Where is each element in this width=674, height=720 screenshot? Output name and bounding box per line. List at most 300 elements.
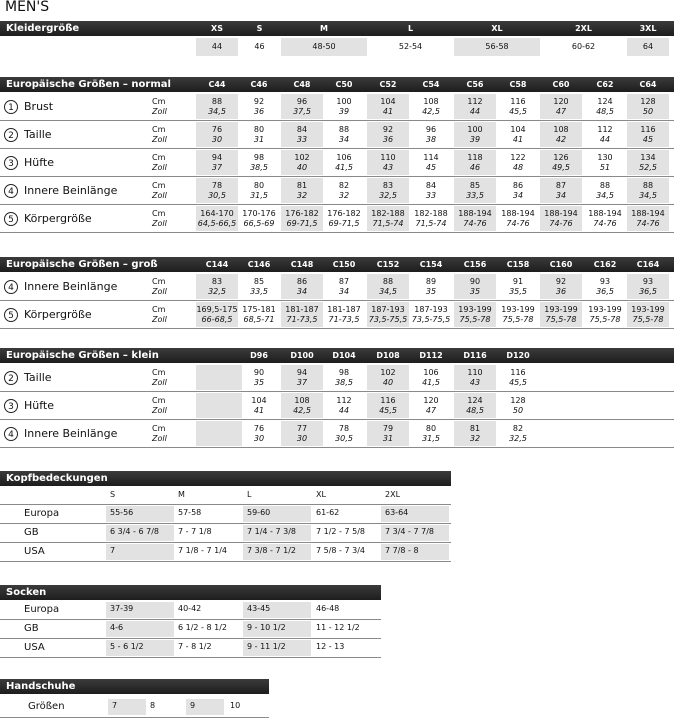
hand-header-label: Handschuhe	[6, 681, 76, 692]
klein-value-zoll: 45,5	[379, 406, 397, 415]
gross-value-zoll: 75,5-78	[502, 315, 534, 324]
kopf-value: 7 1/8 - 7 1/4	[178, 546, 227, 555]
gross-value-cm: 85	[253, 277, 265, 286]
klein-col-6: D120	[506, 351, 530, 360]
unit-zoll: Zoll	[152, 287, 167, 296]
normal-value-zoll: 34,5	[596, 191, 614, 200]
normal-value-cell	[497, 150, 539, 175]
socken-row-label: GB	[24, 623, 39, 634]
kleider-value-3: 52-54	[398, 42, 423, 51]
unit-zoll: Zoll	[152, 135, 167, 144]
socken-value: 5 - 6 1/2	[106, 640, 174, 656]
kleider-header	[0, 21, 674, 36]
gross-value-cm: 181-187	[285, 305, 319, 314]
normal-value-cm: 188-194	[588, 209, 622, 218]
kopf-value: 7 1/4 - 7 3/8	[243, 525, 311, 541]
klein-value-zoll: 38,5	[335, 378, 353, 387]
klein-value-cell	[497, 365, 539, 390]
klein-value-cm: 112	[336, 396, 352, 405]
normal-value-cell	[281, 94, 323, 119]
klein-value-cell	[454, 393, 496, 418]
normal-value-cm: 188-194	[544, 209, 578, 218]
gross-row-label	[4, 273, 117, 300]
gross-value-cm: 193-199	[501, 305, 535, 314]
kopf-col-4: 2XL	[385, 490, 401, 499]
klein-value-cm: 116	[380, 396, 396, 405]
normal-row-name: Taille	[24, 128, 52, 141]
kopf-header-label: Kopfbedeckungen	[6, 473, 108, 484]
row-number-icon: 1	[4, 100, 18, 114]
kleider-value-5: 60-62	[571, 42, 596, 51]
klein-value-cm: 98	[338, 368, 350, 377]
gross-value-zoll: 34,5	[379, 287, 397, 296]
kopf-header	[0, 471, 451, 486]
gross-value-cell	[367, 274, 409, 299]
normal-value-cm: 94	[211, 153, 223, 162]
normal-value-cell	[238, 122, 280, 147]
normal-value-cm: 92	[253, 97, 265, 106]
normal-header	[0, 77, 674, 92]
normal-row-label	[4, 93, 53, 120]
unit-zoll: Zoll	[152, 315, 167, 324]
gross-row	[0, 301, 674, 329]
empty-cell	[196, 365, 242, 390]
normal-value-cm: 98	[253, 153, 265, 162]
klein-header-label: Europäische Größen – klein	[6, 350, 159, 361]
socken-value: 9 - 11 1/2	[243, 640, 311, 656]
klein-row-label	[4, 392, 54, 419]
units-label	[152, 277, 167, 297]
klein-value-cell	[367, 393, 409, 418]
klein-row-name: Hüfte	[24, 399, 55, 412]
row-number-icon: 3	[4, 399, 18, 413]
row-number-icon: 2	[4, 128, 18, 142]
normal-value-zoll: 52,5	[639, 163, 657, 172]
kleider-value-1: 46	[254, 42, 265, 51]
gross-value-cm: 187-193	[371, 305, 405, 314]
normal-value-zoll: 51	[599, 163, 611, 172]
normal-value-zoll: 33	[425, 191, 437, 200]
klein-value-cell	[323, 365, 365, 390]
normal-value-cell	[454, 150, 496, 175]
normal-value-zoll: 32	[296, 191, 308, 200]
normal-value-cm: 104	[510, 125, 526, 134]
unit-cm: Cm	[152, 125, 166, 134]
page-title: MEN'S	[5, 0, 50, 15]
gross-value-cell	[454, 302, 496, 327]
unit-cm: Cm	[152, 424, 166, 433]
gross-header-label: Europäische Größen – groß	[6, 259, 158, 270]
gross-col-7: C158	[506, 260, 530, 269]
normal-value-cell	[454, 122, 496, 147]
normal-value-cell	[367, 178, 409, 203]
klein-value-cm: 94	[296, 368, 308, 377]
normal-value-cm: 100	[336, 97, 352, 106]
normal-value-cell	[323, 206, 365, 231]
gross-value-cm: 175-181	[242, 305, 276, 314]
klein-col-4: D112	[419, 351, 443, 360]
klein-row-label	[4, 364, 52, 391]
klein-value-zoll: 42,5	[293, 406, 311, 415]
normal-value-cell	[454, 94, 496, 119]
normal-value-zoll: 41,5	[335, 163, 353, 172]
gross-value-zoll: 73,5-75,5	[411, 315, 451, 324]
kopf-value: 7 5/8 - 7 3/4	[316, 546, 365, 555]
normal-value-zoll: 74-76	[636, 219, 660, 228]
gross-value-zoll: 32,5	[208, 287, 226, 296]
klein-value-zoll: 30,5	[335, 434, 353, 443]
unit-zoll: Zoll	[152, 107, 167, 116]
normal-value-cm: 88	[599, 181, 611, 190]
gross-header	[0, 257, 674, 272]
klein-value-cm: 78	[338, 424, 350, 433]
klein-row-name: Innere Beinlänge	[24, 427, 118, 440]
klein-value-zoll: 37	[296, 378, 308, 387]
normal-value-cell	[540, 94, 582, 119]
normal-value-zoll: 31	[253, 135, 265, 144]
gross-value-zoll: 36	[555, 287, 567, 296]
normal-value-zoll: 66,5-69	[243, 219, 275, 228]
normal-value-cell	[367, 122, 409, 147]
normal-value-cell	[584, 94, 626, 119]
normal-value-zoll: 49,5	[552, 163, 570, 172]
gross-col-5: C154	[419, 260, 443, 269]
kopf-row-label: GB	[24, 527, 39, 538]
normal-col-5: C54	[422, 80, 440, 89]
gross-value-cm: 83	[211, 277, 223, 286]
normal-value-cm: 112	[597, 125, 613, 134]
unit-cm: Cm	[152, 305, 166, 314]
kopf-row-label: Europa	[24, 508, 60, 519]
normal-value-cm: 80	[253, 181, 265, 190]
normal-value-zoll: 48	[512, 163, 524, 172]
normal-value-zoll: 37,5	[293, 107, 311, 116]
socken-header	[0, 585, 381, 600]
klein-value-zoll: 47	[425, 406, 437, 415]
normal-value-zoll: 44	[599, 135, 611, 144]
gross-value-cm: 193-199	[588, 305, 622, 314]
gross-value-cell	[497, 302, 539, 327]
gross-value-zoll: 36,5	[596, 287, 614, 296]
normal-value-cm: 83	[382, 181, 394, 190]
kopf-value: 61-62	[316, 508, 340, 517]
kopf-row	[0, 505, 451, 524]
normal-value-zoll: 44	[469, 107, 481, 116]
normal-value-cell	[627, 122, 669, 147]
unit-cm: Cm	[152, 396, 166, 405]
kopf-col-1: M	[178, 490, 185, 499]
kleider-size-4: XL	[491, 24, 503, 33]
klein-value-cm: 80	[425, 424, 437, 433]
row-number-icon: 4	[4, 280, 18, 294]
kleider-value-6: 64	[627, 38, 669, 56]
kopf-value: 7 7/8 - 8	[381, 544, 449, 560]
normal-value-cell	[627, 150, 669, 175]
unit-cm: Cm	[152, 181, 166, 190]
normal-col-7: C58	[509, 80, 527, 89]
normal-value-cm: 122	[510, 153, 526, 162]
normal-value-cell	[497, 206, 539, 231]
klein-value-cell	[281, 421, 323, 446]
socken-row	[0, 620, 381, 639]
normal-col-0: C44	[208, 80, 226, 89]
normal-value-zoll: 39	[469, 135, 481, 144]
normal-value-cm: 92	[382, 125, 394, 134]
hand-value: 10	[230, 701, 241, 710]
normal-value-cell	[238, 150, 280, 175]
klein-value-zoll: 41	[253, 406, 265, 415]
gross-value-cm: 90	[469, 277, 481, 286]
klein-value-cell	[497, 393, 539, 418]
gross-value-zoll: 66-68,5	[201, 315, 233, 324]
gross-value-zoll: 75,5-78	[459, 315, 491, 324]
normal-value-cm: 87	[555, 181, 567, 190]
normal-value-zoll: 38,5	[250, 163, 268, 172]
kopf-value: 59-60	[243, 506, 311, 522]
normal-value-zoll: 42	[555, 135, 567, 144]
normal-value-zoll: 74-76	[549, 219, 573, 228]
normal-value-cell	[323, 150, 365, 175]
normal-value-zoll: 74-76	[506, 219, 530, 228]
normal-value-cm: 120	[553, 97, 569, 106]
normal-row-name: Hüfte	[24, 156, 55, 169]
socken-row	[0, 601, 381, 620]
normal-value-cm: 128	[640, 97, 656, 106]
klein-value-cm: 124	[467, 396, 483, 405]
klein-value-cell	[410, 393, 452, 418]
kopf-row-label: USA	[24, 546, 45, 557]
socken-row-label: USA	[24, 642, 45, 653]
normal-value-zoll: 69-71,5	[328, 219, 360, 228]
normal-value-cell	[627, 94, 669, 119]
kopf-col-0: S	[110, 490, 116, 499]
kopf-value: 7	[106, 544, 174, 560]
normal-value-zoll: 41	[512, 135, 524, 144]
normal-value-cell	[410, 94, 452, 119]
normal-value-cm: 78	[211, 181, 223, 190]
normal-value-cell	[584, 178, 626, 203]
normal-row	[0, 149, 674, 177]
normal-value-zoll: 46	[469, 163, 481, 172]
gross-col-8: C160	[549, 260, 573, 269]
normal-value-zoll: 48,5	[596, 107, 614, 116]
normal-value-zoll: 69-71,5	[286, 219, 318, 228]
normal-value-cm: 86	[512, 181, 524, 190]
normal-value-cell	[410, 122, 452, 147]
normal-value-cm: 85	[469, 181, 481, 190]
gross-col-6: C156	[463, 260, 487, 269]
normal-value-zoll: 50	[642, 107, 654, 116]
gross-value-cm: 193-199	[544, 305, 578, 314]
normal-value-cm: 112	[467, 97, 483, 106]
normal-value-cm: 108	[423, 97, 439, 106]
normal-value-zoll: 38	[425, 135, 437, 144]
normal-value-zoll: 32,5	[379, 191, 397, 200]
normal-value-cm: 84	[425, 181, 437, 190]
klein-value-zoll: 30	[253, 434, 265, 443]
normal-value-cell	[410, 206, 452, 231]
kopf-value: 7 3/4 - 7 7/8	[381, 525, 449, 541]
normal-row-label	[4, 177, 117, 204]
normal-value-zoll: 74-76	[593, 219, 617, 228]
klein-value-zoll: 43	[469, 378, 481, 387]
normal-value-cell	[281, 150, 323, 175]
kleider-size-5: 2XL	[575, 24, 592, 33]
klein-value-zoll: 50	[512, 406, 524, 415]
gross-value-zoll: 35	[469, 287, 481, 296]
klein-row-label	[4, 420, 117, 447]
normal-value-cm: 130	[597, 153, 613, 162]
normal-col-4: C52	[379, 80, 397, 89]
gross-row	[0, 273, 674, 301]
unit-cm: Cm	[152, 209, 166, 218]
kleider-value-0: 44	[196, 38, 238, 56]
gross-value-zoll: 75,5-78	[589, 315, 621, 324]
kleider-header-label: Kleidergröße	[6, 23, 80, 34]
gross-value-zoll: 36,5	[639, 287, 657, 296]
gross-value-cell	[540, 274, 582, 299]
gross-value-cell	[281, 274, 323, 299]
socken-row	[0, 639, 381, 658]
kopf-value: 55-56	[106, 506, 174, 522]
klein-value-cm: 79	[382, 424, 394, 433]
gross-value-cm: 93	[642, 277, 654, 286]
klein-value-zoll: 31,5	[422, 434, 440, 443]
klein-value-cell	[323, 421, 365, 446]
normal-value-zoll: 71,5-74	[415, 219, 447, 228]
normal-col-6: C56	[466, 80, 484, 89]
gross-value-cm: 87	[338, 277, 350, 286]
normal-value-zoll: 34,5	[208, 107, 226, 116]
normal-value-cm: 116	[640, 125, 656, 134]
normal-value-cm: 126	[553, 153, 569, 162]
normal-value-cell	[196, 122, 238, 147]
normal-value-cm: 102	[294, 153, 310, 162]
gross-value-cell	[238, 274, 280, 299]
klein-value-cell	[410, 421, 452, 446]
unit-zoll: Zoll	[152, 191, 167, 200]
normal-row	[0, 177, 674, 205]
normal-row	[0, 205, 674, 233]
normal-value-cm: 134	[640, 153, 656, 162]
klein-value-zoll: 40	[382, 378, 394, 387]
gross-col-1: C146	[247, 260, 271, 269]
socken-value: 7 - 8 1/2	[178, 642, 212, 651]
gross-row-label	[4, 301, 92, 328]
normal-value-zoll: 45,5	[509, 107, 527, 116]
normal-col-10: C64	[639, 80, 657, 89]
klein-value-cell	[238, 393, 280, 418]
normal-value-cm: 81	[296, 181, 308, 190]
gross-value-zoll: 35,5	[509, 287, 527, 296]
normal-value-cell	[540, 150, 582, 175]
socken-value: 6 1/2 - 8 1/2	[178, 623, 227, 632]
socken-value: 37-39	[106, 602, 174, 618]
klein-value-cm: 116	[510, 368, 526, 377]
socken-row-label: Europa	[24, 604, 60, 615]
klein-value-cell	[238, 365, 280, 390]
normal-header-label: Europäische Größen – normal	[6, 79, 171, 90]
gross-row-name: Innere Beinlänge	[24, 280, 118, 293]
klein-value-cell	[410, 365, 452, 390]
units-label	[152, 97, 167, 117]
normal-value-cm: 80	[253, 125, 265, 134]
normal-value-cm: 96	[296, 97, 308, 106]
hand-row	[0, 697, 269, 718]
klein-row-name: Taille	[24, 371, 52, 384]
gross-value-cell	[281, 302, 323, 327]
klein-value-cell	[454, 365, 496, 390]
normal-value-cm: 108	[553, 125, 569, 134]
normal-value-cell	[540, 206, 582, 231]
normal-value-cm: 176-182	[327, 209, 361, 218]
normal-value-cell	[323, 94, 365, 119]
gross-value-cell	[323, 302, 365, 327]
klein-row	[0, 392, 674, 420]
hand-header	[0, 679, 269, 694]
normal-value-cell	[238, 206, 280, 231]
gross-value-cm: 89	[425, 277, 437, 286]
normal-row-label	[4, 121, 52, 148]
kleider-size-0: XS	[211, 24, 223, 33]
normal-col-2: C48	[293, 80, 311, 89]
normal-value-cell	[281, 206, 323, 231]
normal-value-cell	[238, 178, 280, 203]
kopf-col-row	[0, 487, 451, 505]
normal-value-zoll: 36	[382, 135, 394, 144]
gross-value-cell	[410, 302, 452, 327]
normal-value-zoll: 71,5-74	[372, 219, 404, 228]
gross-value-zoll: 73,5-75,5	[368, 315, 408, 324]
klein-col-1: D100	[290, 351, 314, 360]
kopf-value: 57-58	[178, 508, 202, 517]
klein-row	[0, 364, 674, 392]
normal-value-cell	[540, 178, 582, 203]
kopf-row	[0, 543, 451, 562]
gross-value-cm: 93	[599, 277, 611, 286]
gross-value-cm: 88	[382, 277, 394, 286]
normal-col-8: C60	[552, 80, 570, 89]
unit-zoll: Zoll	[152, 434, 167, 443]
normal-row-label	[4, 149, 54, 176]
normal-value-cell	[627, 178, 669, 203]
klein-value-zoll: 45,5	[509, 378, 527, 387]
kleider-size-6: 3XL	[639, 24, 657, 33]
gross-col-9: C162	[593, 260, 617, 269]
klein-value-cell	[367, 421, 409, 446]
normal-value-zoll: 32	[338, 191, 350, 200]
row-number-icon: 4	[4, 427, 18, 441]
hand-value: 8	[150, 701, 156, 710]
unit-cm: Cm	[152, 97, 166, 106]
gross-value-cell	[454, 274, 496, 299]
normal-row	[0, 93, 674, 121]
normal-value-cell	[454, 206, 496, 231]
unit-cm: Cm	[152, 277, 166, 286]
normal-value-cell	[497, 94, 539, 119]
klein-col-5: D116	[463, 351, 487, 360]
gross-value-cell	[196, 302, 238, 327]
klein-value-cell	[281, 393, 323, 418]
normal-value-cm: 170-176	[242, 209, 276, 218]
normal-value-cell	[238, 94, 280, 119]
normal-value-cm: 114	[423, 153, 439, 162]
normal-value-cell	[584, 150, 626, 175]
empty-cell	[196, 393, 242, 418]
kopf-value: 63-64	[381, 506, 449, 522]
row-number-icon: 5	[4, 212, 18, 226]
normal-col-9: C62	[596, 80, 614, 89]
